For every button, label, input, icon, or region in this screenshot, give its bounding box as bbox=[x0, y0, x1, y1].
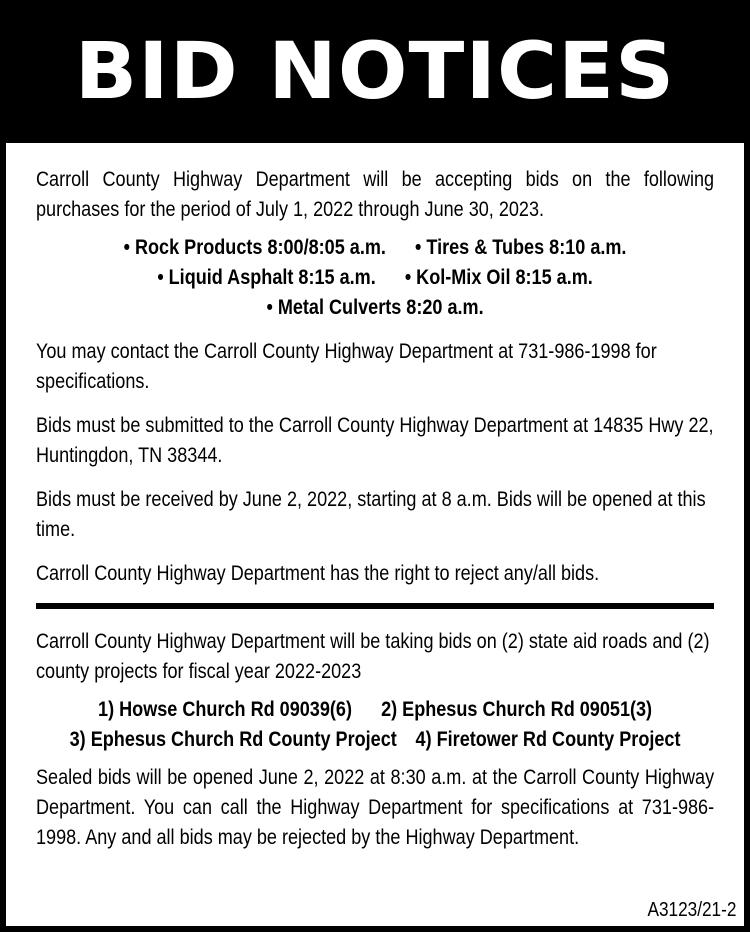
project-row bbox=[36, 725, 714, 755]
notice2-sealed: Sealed bids will be opened June 2, 2022 at 8:30 a.m. at the Carroll County Highway Department. You can call the Highway Department for specifications at 731-986-1998. Any and all bids may be rejected by the Highway Department. bbox=[36, 766, 715, 849]
project-item-2: 2) Ephesus Church Rd 09051(3) bbox=[381, 698, 653, 721]
section-divider bbox=[36, 603, 714, 609]
notice1-contact: You may contact the Carroll County Highway Department at 731-986-1998 for specifications. bbox=[36, 340, 657, 393]
purchase-item-metal-culverts: • Metal Culverts 8:20 a.m. bbox=[266, 296, 484, 319]
purchase-item-rock-products: • Rock Products 8:00/8:05 a.m. bbox=[123, 236, 386, 259]
ad-reference-number: A3123/21-2 bbox=[647, 899, 736, 921]
purchase-row bbox=[36, 293, 714, 323]
purchase-row bbox=[36, 233, 714, 263]
purchase-list bbox=[36, 233, 714, 323]
notice1-intro: Carroll County Highway Department will be accepting bids on the following purchases for the period of July 1, 2022 through June 30, 2023. bbox=[36, 168, 715, 221]
project-row bbox=[36, 695, 714, 725]
purchase-item-tires-tubes: • Tires & Tubes 8:10 a.m. bbox=[415, 236, 627, 259]
project-item-1: 1) Howse Church Rd 09039(6) bbox=[98, 698, 352, 721]
purchase-row bbox=[36, 263, 714, 293]
notice-panel bbox=[6, 143, 744, 926]
notice2-intro: Carroll County Highway Department will be taking bids on (2) state aid roads and (2) county projects for fiscal year 2022-2023 bbox=[36, 630, 710, 683]
purchase-item-kol-mix-oil: • Kol-Mix Oil 8:15 a.m. bbox=[404, 266, 593, 289]
notice1-received: Bids must be received by June 2, 2022, starting at 8 a.m. Bids will be opened at this time. bbox=[36, 488, 706, 541]
header-banner bbox=[0, 0, 750, 143]
project-list bbox=[36, 695, 714, 755]
page-title: BID NOTICES bbox=[74, 26, 676, 117]
project-item-4: 4) Firetower Rd County Project bbox=[415, 728, 681, 751]
notice1-reject: Carroll County Highway Department has the right to reject any/all bids. bbox=[36, 562, 600, 585]
purchase-item-liquid-asphalt: • Liquid Asphalt 8:15 a.m. bbox=[157, 266, 376, 289]
notice1-submit: Bids must be submitted to the Carroll County Highway Department at 14835 Hwy 22, Huntingdon, TN 38344. bbox=[36, 414, 714, 467]
project-item-3: 3) Ephesus Church Rd County Project bbox=[69, 728, 397, 751]
